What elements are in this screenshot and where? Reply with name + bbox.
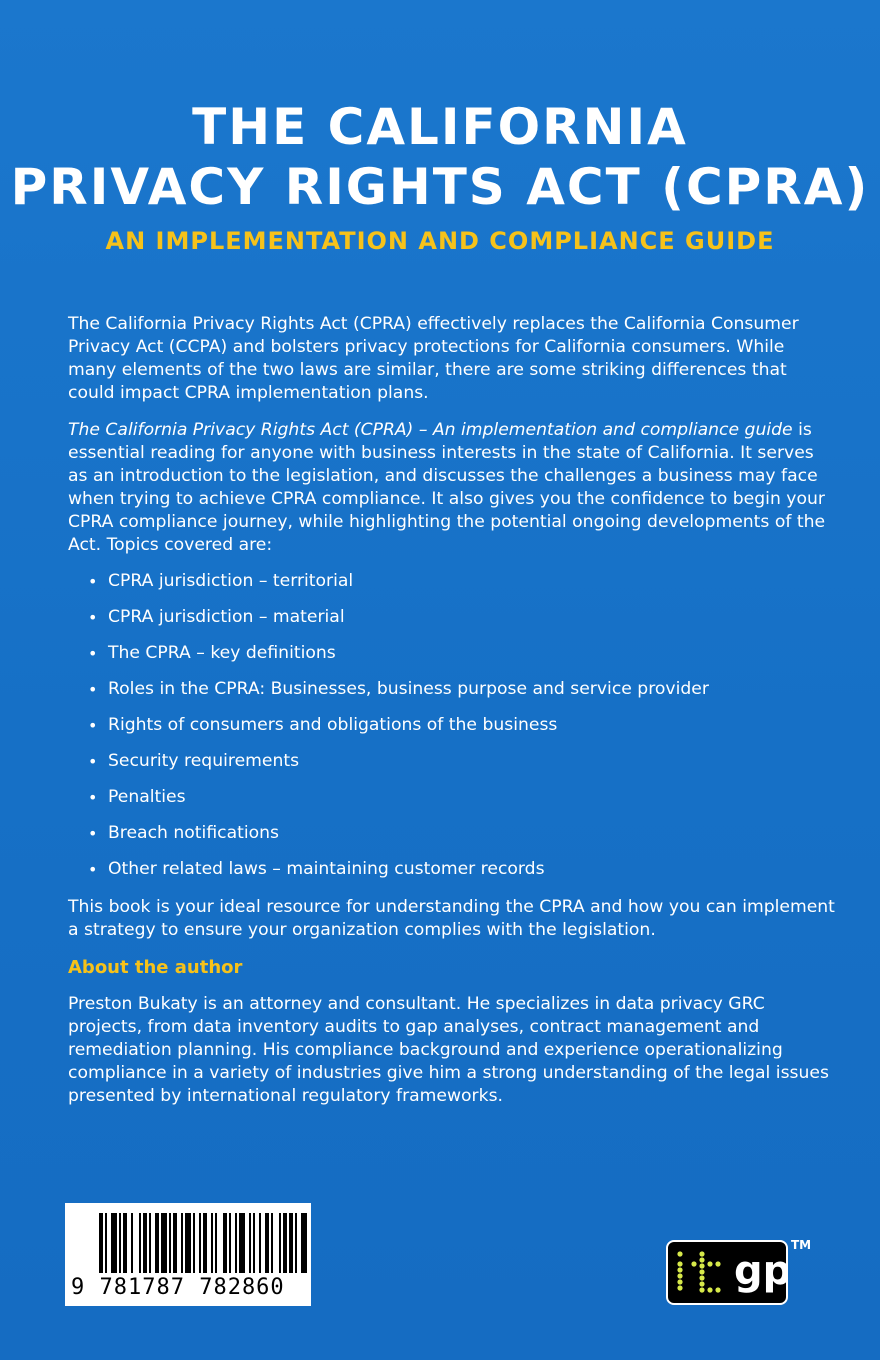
barcode-bar <box>211 1213 213 1273</box>
logo-dot <box>677 1285 682 1290</box>
author-bio: Preston Bukaty is an attorney and consultant. He specializes in data privacy GRC projects, from data inventory audits to gap analyses, contract management and remediation planning. His compliance background and experience operationalizing compliance in a variety of industries give him a strong understanding of the legal issues presented by international regulatory frameworks. <box>68 994 829 1106</box>
logo-dot <box>699 1251 704 1256</box>
bullet-icon: • <box>88 752 98 771</box>
topic-item <box>88 858 848 894</box>
barcode-bar <box>199 1213 201 1273</box>
itgp-logo <box>666 1240 788 1305</box>
barcode-bar <box>271 1213 273 1273</box>
logo-dot <box>699 1287 704 1292</box>
barcode-bar <box>173 1213 177 1273</box>
barcode-bar <box>295 1213 297 1273</box>
topic-item <box>88 822 848 858</box>
logo-dot <box>707 1261 712 1266</box>
topic-label: CPRA jurisdiction – territorial <box>108 571 354 591</box>
barcode-bar <box>249 1213 251 1273</box>
itgp-logo-icon <box>668 1242 786 1303</box>
logo-dot <box>691 1261 696 1266</box>
topic-item <box>88 714 848 750</box>
barcode-bar <box>185 1213 191 1273</box>
barcode-bar <box>149 1213 151 1273</box>
title-line-2: PRIVACY RIGHTS ACT (CPRA) <box>10 158 870 216</box>
barcode-bar <box>223 1213 227 1273</box>
topic-item <box>88 678 848 714</box>
topic-label: Roles in the CPRA: Businesses, business purpose and service provider <box>108 679 709 699</box>
bullet-icon: • <box>88 680 98 699</box>
topic-item <box>88 786 848 822</box>
logo-dot <box>707 1287 712 1292</box>
barcode-bar <box>99 1213 103 1273</box>
barcode-bar <box>169 1213 171 1273</box>
barcode-bar <box>143 1213 147 1273</box>
bullet-icon: • <box>88 644 98 663</box>
barcode-bar <box>161 1213 167 1273</box>
logo-dot <box>699 1263 704 1268</box>
topic-item <box>88 570 848 606</box>
barcode-bar <box>279 1213 281 1273</box>
logo-dot <box>715 1287 720 1292</box>
author-heading: About the author <box>68 957 243 978</box>
barcode-bar <box>265 1213 269 1273</box>
title-line-1: THE CALIFORNIA <box>192 98 688 156</box>
trademark-mark: TM <box>791 1238 812 1252</box>
bullet-icon: • <box>88 572 98 591</box>
logo-dot <box>699 1269 704 1274</box>
topic-label: The CPRA – key definitions <box>108 643 336 663</box>
barcode-bar <box>155 1213 159 1273</box>
barcode-bar <box>203 1213 207 1273</box>
logo-dot <box>715 1261 720 1266</box>
topic-label: CPRA jurisdiction – material <box>108 607 345 627</box>
barcode-bar <box>111 1213 117 1273</box>
barcode-bar <box>131 1213 133 1273</box>
logo-dot <box>699 1281 704 1286</box>
topic-label: Other related laws – maintaining customer records <box>108 859 545 879</box>
barcode-bar <box>139 1213 141 1273</box>
barcode-bar <box>193 1213 195 1273</box>
barcode-bar <box>289 1213 293 1273</box>
closing-paragraph: This book is your ideal resource for understanding the CPRA and how you can implement a strategy to ensure your organization complies with the legislation. <box>68 897 835 940</box>
barcode-bars-icon <box>65 1203 311 1277</box>
barcode-bar <box>235 1213 237 1273</box>
subtitle: AN IMPLEMENTATION AND COMPLIANCE GUIDE <box>105 227 775 255</box>
bullet-icon: • <box>88 608 98 627</box>
topic-label: Security requirements <box>108 751 300 771</box>
barcode-bar <box>259 1213 261 1273</box>
barcode-bar <box>283 1213 287 1273</box>
barcode-bar <box>181 1213 183 1273</box>
topic-item <box>88 642 848 678</box>
intro-paragraph: The California Privacy Rights Act (CPRA) effectively replaces the California Consumer Privacy Act (CCPA) and bolsters privacy protections for California consumers. While many elements of the two laws are similar, there are some striking differences that could impact CPRA implementation plans. <box>68 314 799 403</box>
bullet-icon: • <box>88 824 98 843</box>
logo-dot <box>699 1257 704 1262</box>
bullet-icon: • <box>88 716 98 735</box>
barcode-bar <box>239 1213 245 1273</box>
barcode-bar <box>253 1213 255 1273</box>
barcode-bar <box>229 1213 231 1273</box>
logo-dot <box>677 1261 682 1266</box>
logo-dot <box>699 1275 704 1280</box>
barcode-bar <box>105 1213 107 1273</box>
topic-label: Breach notifications <box>108 823 280 843</box>
summary-paragraph-text: is essential reading for anyone with business interests in the state of California. It serves as an introduction to the legislation, and discusses the challenges a business may face when trying to achieve CPRA compliance. It also gives you the confidence to begin your CPRA compliance journey, while highlighting the potential ongoing developments of the Act. Topics covered are: <box>68 420 826 555</box>
topic-label: Rights of consumers and obligations of the business <box>108 715 558 735</box>
summary-paragraph <box>68 419 838 557</box>
logo-dot <box>677 1267 682 1272</box>
logo-dot <box>677 1251 682 1256</box>
bullet-icon: • <box>88 860 98 879</box>
logo-gp-text: gp <box>734 1248 786 1294</box>
isbn-digits: 9 781787 782860 <box>71 1275 285 1300</box>
topics-list <box>88 570 848 894</box>
topic-label: Penalties <box>108 787 186 807</box>
barcode-bar <box>215 1213 217 1273</box>
barcode-bar <box>119 1213 121 1273</box>
isbn-barcode <box>65 1203 311 1306</box>
barcode-bar <box>123 1213 127 1273</box>
topic-item <box>88 606 848 642</box>
logo-dot <box>677 1279 682 1284</box>
barcode-bar <box>301 1213 307 1273</box>
book-title-italic: The California Privacy Rights Act (CPRA) – An implementation and compliance guide <box>68 420 793 440</box>
logo-dot <box>677 1273 682 1278</box>
bullet-icon: • <box>88 788 98 807</box>
topic-item <box>88 750 848 786</box>
